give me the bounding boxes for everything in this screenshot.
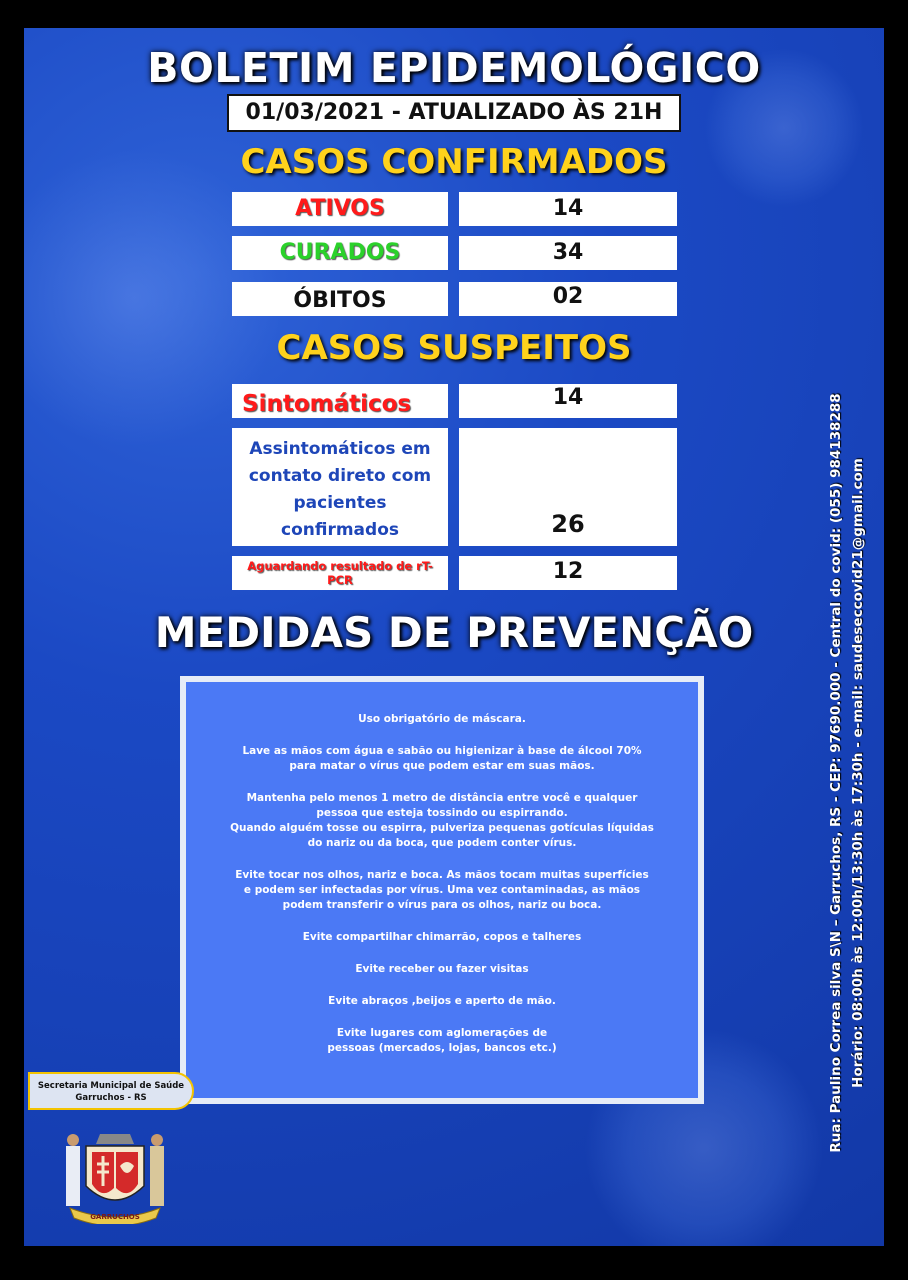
prevention-item: Mantenha pelo menos 1 metro de distância entre você e qualquer pessoa que esteja tossindo ou espirrando. [246, 792, 638, 819]
prevention-item: Evite compartilhar chimarrão, copos e talheres [302, 931, 582, 943]
prevention-item: Evite abraços ,beijos e aperto de mão. [328, 995, 556, 1007]
active-label: ATIVOS [232, 192, 448, 226]
cured-label: CURADOS [232, 236, 448, 270]
prevention-box [180, 676, 704, 1104]
prevention-item: Lave as mãos com água e sabão ou higienizar à base de álcool 70% para matar o vírus que podem estar em suas mãos. [242, 745, 642, 772]
prevention-heading: MEDIDAS DE PREVENÇÃO [154, 608, 754, 657]
contact-address: Rua: Paulino Correa silva S\N – Garruchos, RS - CEP: 97690.000 - Central do covid: (055) 984138288 [828, 393, 844, 1153]
contact-info [822, 328, 872, 1218]
symptomatic-value: 14 [459, 384, 677, 418]
secretaria-city: Garruchos - RS [75, 1093, 147, 1103]
suspects-heading: CASOS SUSPEITOS [276, 328, 632, 368]
prevention-item: Uso obrigatório de máscara. [358, 713, 526, 725]
confirmed-heading: CASOS CONFIRMADOS [240, 142, 668, 182]
awaiting-label: Aguardando resultado de rT-PCR [232, 556, 448, 590]
deaths-value: 02 [459, 282, 677, 316]
active-value: 14 [459, 192, 677, 226]
prevention-item: Quando alguém tosse ou espirra, pulveriza pequenas gotículas líquidas do nariz ou da boca, que podem conter vírus. [230, 822, 654, 849]
prevention-item: Evite lugares com aglomerações de pessoas (mercados, lojas, bancos etc.) [327, 1027, 557, 1054]
asymptomatic-value: 26 [459, 428, 677, 546]
contact-hours: Horário: 08:00h às 12:00h/13:30h às 17:30h - e-mail: saudeseccovid21@gmail.com [850, 458, 866, 1088]
date-line: 01/03/2021 - ATUALIZADO ÀS 21H [229, 96, 679, 130]
prevention-item: Evite receber ou fazer visitas [355, 963, 529, 975]
crest-banner-text: GARRUCHOS [90, 1213, 140, 1221]
prevention-item: Evite tocar nos olhos, nariz e boca. As mãos tocam muitas superfícies e podem ser infectadas por vírus. Uma vez contaminadas, as mãos podem transferir o vírus para os olhos, nariz ou boca. [235, 869, 649, 911]
deaths-label: ÓBITOS [232, 282, 448, 316]
page-title: BOLETIM EPIDEMOLÓGICO [147, 44, 761, 92]
secretaria-badge [28, 1072, 194, 1110]
bulletin-poster [24, 28, 884, 1246]
symptomatic-label: Sintomáticos [232, 384, 448, 418]
secretaria-name: Secretaria Municipal de Saúde [37, 1081, 185, 1091]
asymptomatic-label: Assintomáticos em contato direto com pacientes confirmados [232, 428, 448, 546]
cured-value: 34 [459, 236, 677, 270]
awaiting-value: 12 [459, 556, 677, 590]
municipal-crest-icon [56, 1124, 174, 1224]
